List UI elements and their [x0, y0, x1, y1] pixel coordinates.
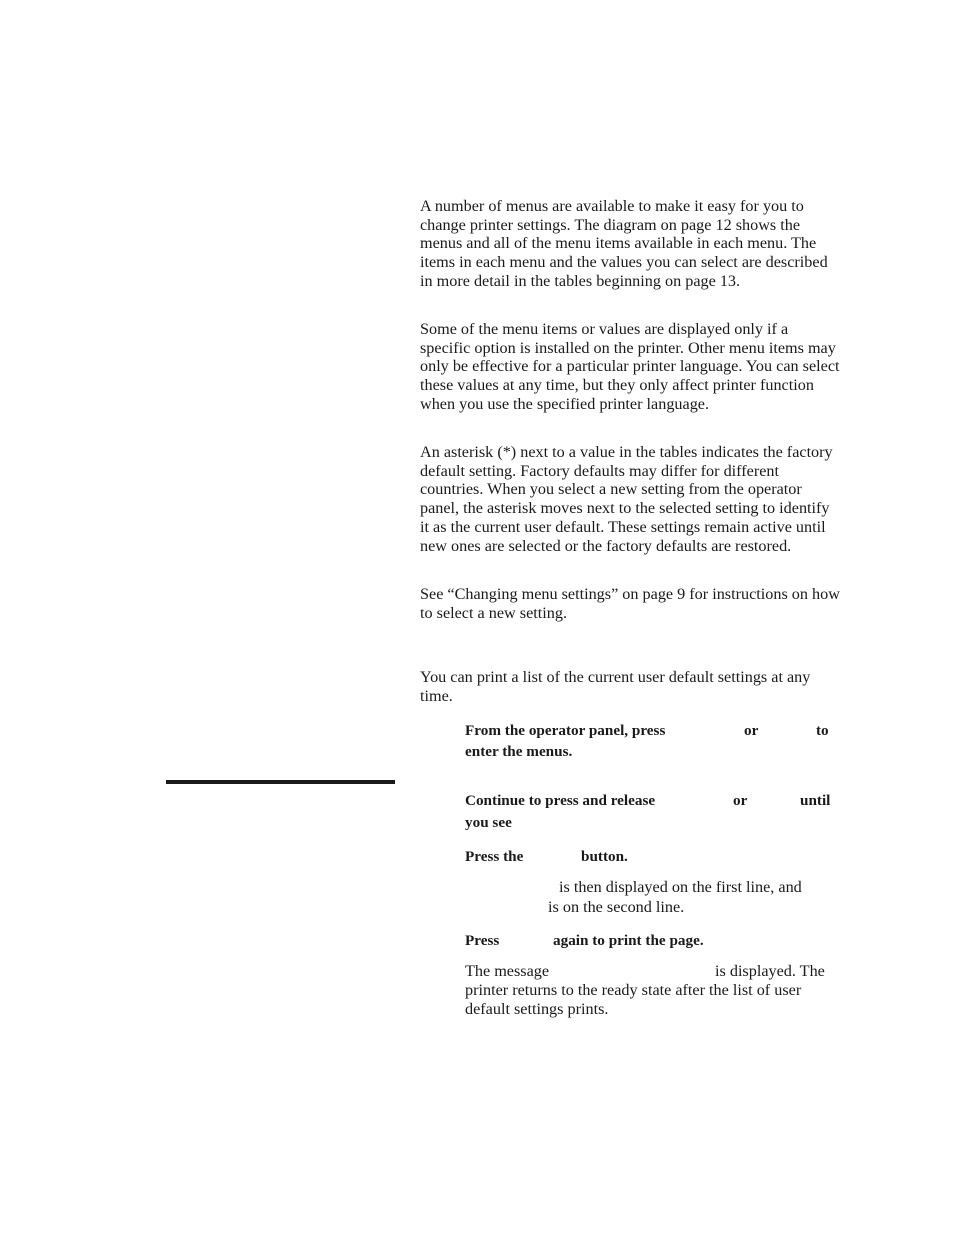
intro-paragraph-1: A number of menus are available to make it easy for you to change printer settings. The diagram on page 12 shows the menus and all of the menu items available in each menu. The items in each menu and the values you can select are described in more detail in the tables beginning on page 13. — [420, 197, 828, 290]
step-1-text-cont: enter the menus. — [465, 743, 573, 760]
step-2-text: Continue to press and release — [465, 792, 656, 809]
section-divider — [166, 780, 395, 784]
intro-paragraph-2: Some of the menu items or values are displayed only if a specific option is installed on the printer. Other menu items may only be effective for a particular printer language. You can select these values at any time, but they only affect printer function when you use the specified printer language. — [420, 320, 840, 413]
step-2 — [465, 790, 838, 833]
step-4-result-displayed: is displayed. The — [715, 962, 825, 980]
step-2-until: until — [800, 792, 831, 809]
step-4-result-line-3: default settings prints. — [465, 1000, 609, 1018]
step-2-or: or — [733, 792, 748, 809]
intro-paragraph-4: See “Changing menu settings” on page 9 for instructions on how to select a new setting. — [420, 585, 840, 622]
step-4-result — [465, 962, 838, 1019]
step-4-result-line-2: printer returns to the ready state after the list of user — [465, 981, 802, 999]
step-4 — [465, 930, 838, 951]
step-1-or: or — [744, 722, 759, 739]
step-1-to: to — [816, 722, 829, 739]
print-settings-intro: You can print a list of the current user default settings at any time. — [420, 668, 811, 705]
step-3-result-line-1: is then displayed on the first line, and — [559, 878, 802, 896]
step-1 — [465, 720, 838, 762]
step-4-text: Press — [465, 932, 500, 949]
step-3 — [465, 846, 838, 867]
step-3-result — [465, 878, 838, 918]
step-3-text: Press the — [465, 848, 524, 865]
step-2-text-cont: you see — [465, 814, 512, 831]
step-3-result-line-2: is on the second line. — [548, 898, 685, 916]
intro-paragraph-3: An asterisk (*) next to a value in the tables indicates the factory default setting. Factory defaults may differ for different countries. When you select a new setting from the operator panel, the asterisk moves next to the selected setting to identify it as the current user default. These settings remain active until new ones are selected or the factory defaults are restored. — [420, 443, 833, 555]
step-4-text-cont: again to print the page. — [553, 932, 704, 949]
step-3-button-text: button. — [581, 848, 628, 865]
step-4-result-message: The message — [465, 962, 550, 980]
step-1-text: From the operator panel, press — [465, 722, 666, 739]
